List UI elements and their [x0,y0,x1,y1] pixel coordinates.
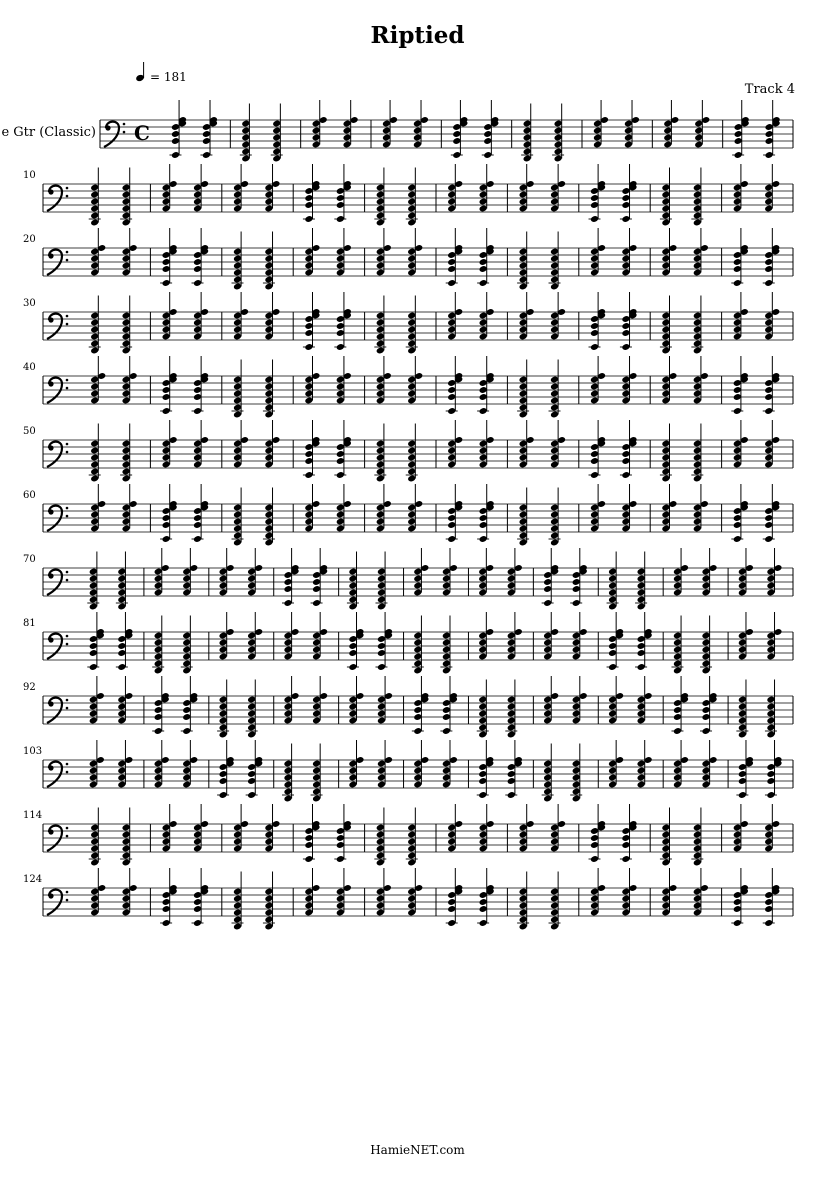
chord [620,420,638,479]
chord [152,616,164,675]
chord [505,740,523,799]
measure-number: 50 [23,426,36,437]
measure-number: 92 [23,682,36,693]
measure-number: 70 [23,554,36,565]
bass-clef-dot-upper [66,379,69,382]
chord [691,808,703,867]
staff-system [23,228,793,290]
chord [700,616,712,675]
chord [406,424,418,483]
chord [120,168,132,227]
bass-clef-dot-lower [66,643,69,646]
chord [200,100,218,159]
chord [542,744,554,803]
bass-clef-dot-upper [66,635,69,638]
chord [263,232,275,291]
bass-clef-dot-upper [66,827,69,830]
bass-clef-dot-lower [66,259,69,262]
bass-clef-dot [48,637,53,642]
chord [412,616,424,675]
chord [232,488,244,547]
chord [691,424,703,483]
chord [232,360,244,419]
chord [89,296,101,355]
chord [691,168,703,227]
chord [120,808,132,867]
measure-number: 40 [23,362,36,373]
bass-clef-dot-upper [66,763,69,766]
bass-clef-dot [48,893,53,898]
measure-number: 20 [23,234,36,245]
chord [731,868,749,927]
chord [446,228,464,287]
bass-clef-dot-upper [66,699,69,702]
chord [521,104,533,163]
staff-system [23,292,793,354]
chord [160,356,178,415]
staff-system [23,420,793,482]
chord [763,356,781,415]
bass-clef-dot-lower [66,771,69,774]
bass-clef-dot [48,765,53,770]
chord [116,552,128,611]
chord [620,292,638,351]
bass-clef-dot [48,829,53,834]
chord [440,676,458,735]
chord [660,168,672,227]
chord [570,548,588,607]
chord [763,228,781,287]
bass-clef-dot-upper [66,571,69,574]
chord [446,484,464,543]
staff-system [23,164,793,226]
chord [271,104,283,163]
chord [552,104,564,163]
chord [570,744,582,803]
chord [303,420,321,479]
bass-clef-dot [48,189,53,194]
chord [116,612,134,671]
chord [303,804,321,863]
chord [736,680,748,739]
bass-clef-dot-upper [66,891,69,894]
chord [517,488,529,547]
bass-clef-dot-lower [66,515,69,518]
bass-clef-dot [48,317,53,322]
chord [482,100,500,159]
chord [152,676,170,735]
staff-system [23,356,793,418]
chord [87,612,105,671]
bass-clef-dot-lower [66,707,69,710]
bass-clef-dot [48,701,53,706]
chord [635,552,647,611]
chord [620,804,638,863]
bass-clef-dot-lower [66,195,69,198]
chord [347,552,359,611]
chord [169,100,187,159]
chord [589,804,607,863]
bass-clef-dot-upper [66,507,69,510]
staff-system [23,676,793,738]
measure-number: 60 [23,490,36,501]
staff-system [23,548,793,610]
staff-system [23,868,793,930]
chord [232,872,244,931]
chord [334,164,352,223]
measure-number: 30 [23,298,36,309]
bass-clef-dot-lower [66,387,69,390]
chord [589,164,607,223]
chord [763,868,781,927]
chord [89,424,101,483]
chord [192,484,210,543]
chord [517,232,529,291]
chord [89,168,101,227]
bass-clef-dot-lower [66,323,69,326]
chord [517,360,529,419]
chord [549,360,561,419]
measure-number: 114 [23,810,43,821]
chord [589,292,607,351]
chord [549,232,561,291]
chord [181,676,199,735]
staff-system [23,740,793,802]
chord [477,680,489,739]
chord [731,228,749,287]
bass-clef-dot [48,573,53,578]
chord [192,356,210,415]
chord [89,808,101,867]
chord [671,676,689,735]
footer-credit: HamieNET.com [370,1143,465,1157]
chord [542,548,560,607]
chord [505,680,517,739]
chord [765,740,783,799]
chord [731,484,749,543]
bass-clef-dot-upper [66,443,69,446]
score-title: Riptied [370,22,465,49]
chord [282,548,300,607]
chord [620,164,638,223]
chord [311,548,329,607]
chord [246,740,264,799]
chord [303,292,321,351]
chord [160,228,178,287]
chord [334,420,352,479]
chord [477,484,495,543]
chord [549,488,561,547]
chord [311,744,323,803]
bass-clef-dot-lower [123,131,126,134]
bass-clef-dot [48,509,53,514]
chord [607,612,625,671]
chord [246,680,258,739]
chord [477,740,495,799]
chord [517,872,529,931]
chord [412,676,430,735]
chord [263,872,275,931]
chord [440,616,452,675]
chord [120,424,132,483]
chord [181,616,193,675]
chord [406,168,418,227]
chord [334,804,352,863]
chord [660,424,672,483]
bass-clef-dot-lower [66,451,69,454]
chord [635,612,653,671]
chord [549,872,561,931]
instrument-label: e Gtr (Classic) [1,125,96,140]
chord [374,424,386,483]
chord [765,680,777,739]
bass-clef-dot-upper [66,315,69,318]
chord [374,808,386,867]
measure-number: 10 [23,170,36,181]
chord [347,612,365,671]
tempo-text: = 181 [150,70,187,84]
chord [160,484,178,543]
bass-clef-dot-lower [66,579,69,582]
staff-system [1,62,793,162]
measure-number: 124 [23,874,43,885]
bass-clef-dot [48,445,53,450]
chord [217,680,229,739]
chord [589,420,607,479]
chord [691,296,703,355]
bass-clef-dot [48,253,53,258]
chord [192,868,210,927]
chord [660,808,672,867]
chord [263,360,275,419]
bass-clef-dot-upper [123,123,126,126]
chord [375,552,387,611]
bass-clef-dot [48,381,53,386]
chord [451,100,469,159]
chord [120,296,132,355]
chord [763,100,781,159]
chord [731,356,749,415]
chord [607,552,619,611]
chord [232,232,244,291]
bass-clef-dot-upper [66,251,69,254]
chord [240,104,252,163]
track-label: Track 4 [744,82,795,97]
chord [334,292,352,351]
chord [732,100,750,159]
chord [263,488,275,547]
chord [671,616,683,675]
bass-clef-dot-lower [66,899,69,902]
chord [374,168,386,227]
chord [763,484,781,543]
chord [87,552,99,611]
chord [374,296,386,355]
bass-clef-dot-lower [66,835,69,838]
chord [660,296,672,355]
measure-number: 81 [23,618,36,629]
chord [192,228,210,287]
chord [736,740,754,799]
chord [446,356,464,415]
chord [303,164,321,223]
bass-clef-dot [105,125,110,130]
staff-system [23,484,793,546]
chord [160,868,178,927]
measure-number: 103 [23,746,43,757]
staff-system [23,612,793,674]
bass-clef-dot-upper [66,187,69,190]
chord [446,868,464,927]
chord [375,612,393,671]
chord [477,868,495,927]
time-signature: C [134,121,150,145]
staff-system [23,804,793,866]
chord [217,740,235,799]
chord [477,228,495,287]
chord [477,356,495,415]
chord [282,744,294,803]
chord [406,296,418,355]
chord [406,808,418,867]
chord [700,676,718,735]
